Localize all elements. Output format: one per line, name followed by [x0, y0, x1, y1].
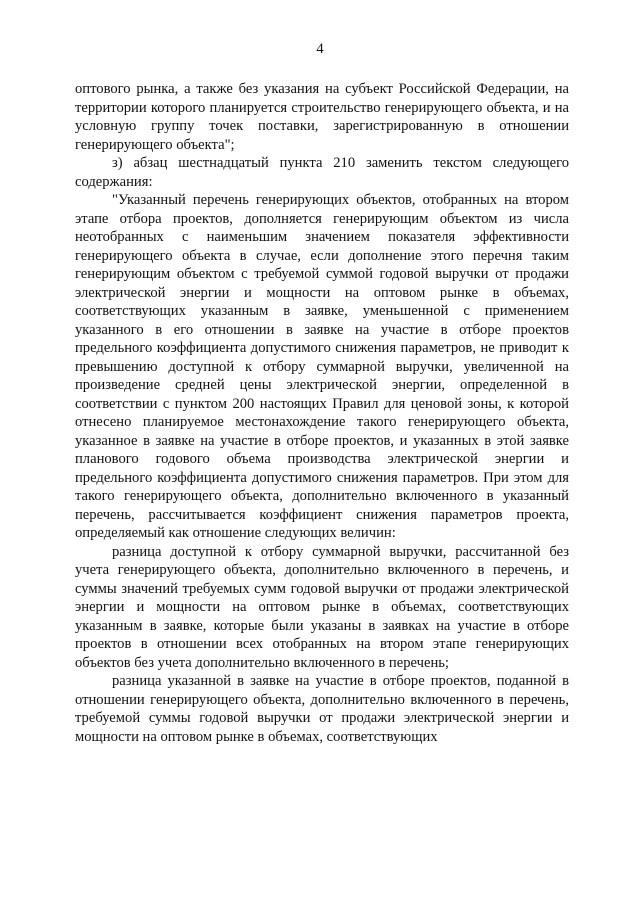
document-body: [75, 80, 569, 746]
paragraph-continuation: оптового рынка, а также без указания на субъект Российской Федерации, на территории которого планируется строительство генерирующего объекта, и на условную группу точек поставки, зарегистрированную в отношении генерирующего объекта";: [75, 81, 569, 153]
paragraph-difference-1: разница доступной к отбору суммарной выручки, рассчитанной без учета генерирующего объекта, дополнительно включенного в перечень, и суммы значений требуемых сумм годовой выручки от продажи электрической энергии и мощности на оптовом рынке в объемах, соответствующих указанным в заявке, которые были указаны в заявках на участие в отборе проектов в отношении всех отобранных на втором этапе генерирующих объектов без учета дополнительно включенного в перечень;: [75, 543, 569, 671]
paragraph-quoted-text: "Указанный перечень генерирующих объектов, отобранных на втором этапе отбора проектов, дополняется генерирующим объектом из числа неотобранных с наименьшим значением показателя эффективности генерирующего объекта в случае, если дополнение этого перечня таким генерирующим объектом с требуемой суммой годовой выручки от продажи электрической энергии и мощности на оптовом рынке в объемах, соответствующих указанным в заявке, уменьшенной с применением указанного в его отношении в заявке на участие в отборе проектов предельного коэффициента допустимого снижения параметров, не приводит к превышению доступной к отбору суммарной выручки, увеличенной на произведение средней цены электрической энергии, определенной в соответствии с пунктом 200 настоящих Правил для ценовой зоны, к которой отнесено планируемое местонахождение такого генерирующего объекта, указанное в заявке на участие в отборе проектов, и указанных в этой заявке планового годового объема производства электрической энергии и предельного коэффициента допустимого снижения параметров. При этом для такого генерирующего объекта, дополнительно включенного в указанный перечень, рассчитывается коэффициент снижения параметров проекта, определяемый как отношение следующих величин:: [75, 192, 569, 541]
page-number: 4: [316, 41, 324, 57]
paragraph-difference-2: разница указанной в заявке на участие в отборе проектов, поданной в отношении генерирующего объекта, дополнительно включенного в перечень, требуемой суммы годовой выручки от продажи электрической энергии и мощности на оптовом рынке в объемах, соответствующих: [75, 673, 569, 745]
paragraph-item-z: з) абзац шестнадцатый пункта 210 заменить текстом следующего содержания:: [75, 155, 569, 190]
